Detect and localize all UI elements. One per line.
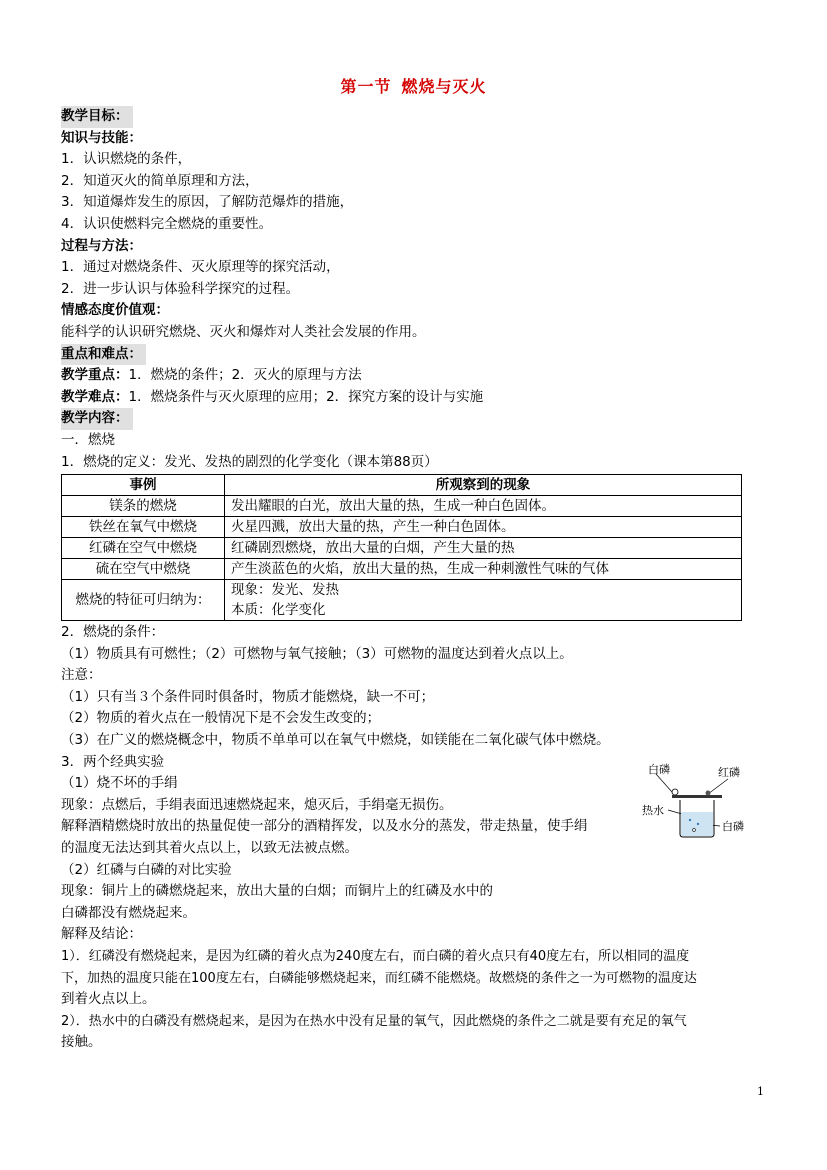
conditions-text: （1）物质具有可燃性；（2）可燃物与氧气接触；（3）可燃物的温度达到着火点以上。 (61, 645, 573, 662)
table-row (62, 517, 742, 538)
page-title (0, 74, 827, 97)
heading-objectives: 教学目标： (61, 106, 133, 128)
table-cell-example: 红磷在空气中燃烧 (62, 538, 225, 559)
table-summary-cell (225, 580, 742, 621)
leader-line (708, 779, 728, 794)
phosphorus-experiment-figure (642, 762, 782, 842)
heading-attitude: 情感态度价值观： (61, 302, 169, 319)
conclusion-title: 解释及结论： (61, 926, 142, 943)
knowledge-item: 4．认识使燃料完全燃烧的重要性。 (61, 215, 273, 232)
table-summary-row (62, 580, 742, 621)
heading-knowledge: 知识与技能： (61, 129, 142, 146)
label-white-phosphorus-top: 白磷 (648, 763, 670, 776)
conclusion-2: 接触。 (61, 1034, 102, 1051)
white-phosphorus-dot (672, 789, 678, 795)
table-cell-phenomenon: 发出耀眼的白光，放出大量的热，生成一种白色固体。 (225, 496, 742, 517)
table-header-row (62, 475, 742, 496)
heading-content: 教学内容： (61, 408, 133, 430)
bubble (689, 819, 691, 821)
heading-key-difficult: 重点和难点： (61, 344, 146, 366)
leader-line (656, 774, 672, 792)
label-white-phosphorus-bottom: 白磷 (722, 820, 744, 833)
table-cell-phenomenon: 火星四溅，放出大量的热，产生一种白色固体。 (225, 517, 742, 538)
table-cell-example: 硫在空气中燃烧 (62, 559, 225, 580)
heading-process: 过程与方法： (61, 237, 142, 254)
note-item: （2）物质的着火点在一般情况下是不会发生改变的； (61, 710, 381, 727)
key-points (61, 365, 773, 387)
table-cell-example: 铁丝在氧气中燃烧 (62, 517, 225, 538)
copper-sheet (672, 795, 722, 798)
exp1-title: （1）烧不坏的手绢 (61, 775, 178, 792)
note-item: （1）只有当３个条件同时俱备时，物质才能燃烧，缺一不可； (61, 688, 435, 705)
summary-phenomenon: 现象：发光、发热 (231, 582, 339, 599)
main-content (61, 106, 773, 1054)
conclusion-1: 到着火点以上。 (61, 991, 156, 1008)
knowledge-item: 2．知道灭火的简单原理和方法， (61, 172, 259, 189)
attitude-text: 能科学的认识研究燃烧、灭火和爆炸对人类社会发展的作用。 (61, 323, 426, 340)
conclusion-1: 下，加热的温度只能在100度左右，白磷能够燃烧起来，而红磷不能燃烧。故燃烧的条件之一为可燃物的温度达 (61, 970, 697, 986)
summary-essence: 本质：化学变化 (231, 602, 326, 619)
table-summary-label: 燃烧的特征可归纳为： (62, 580, 225, 621)
exp1-phenomenon: 现象：点燃后，手绢表面迅速燃烧起来，熄灭后，手绢毫无损伤。 (61, 796, 453, 813)
bubble (697, 823, 699, 825)
table-header-phenomenon: 所观察到的现象 (225, 475, 742, 496)
difficult-points (61, 387, 773, 409)
key-points-label: 教学重点： (61, 367, 129, 384)
exp1-explain: 解释酒精燃烧时放出的热量促使一部分的酒精挥发，以及水分的蒸发，带走热量，使手绢 (61, 818, 588, 835)
process-item: 2．进一步认识与体验科学探究的过程。 (61, 280, 300, 297)
exp1-explain: 的温度无法达到其着火点以上，以致无法被点燃。 (61, 840, 358, 857)
exp2-phenomenon: 现象：铜片上的磷燃烧起来，放出大量的白烟；而铜片上的红磷及水中的 (61, 883, 493, 900)
title-part1: 第一节 (340, 77, 392, 96)
knowledge-item: 3．知道爆炸发生的原因，了解防范爆炸的措施， (61, 194, 354, 211)
table-row (62, 538, 742, 559)
experiments-title: 3．两个经典实验 (61, 753, 165, 770)
note-title: 注意： (61, 667, 102, 684)
key-points-text: 1．燃烧的条件；2．灭火的原理与方法 (128, 367, 362, 384)
difficult-points-text: 1．燃烧条件与灭火原理的应用；2．探究方案的设计与实施 (128, 388, 484, 405)
table-row (62, 559, 742, 580)
table-header-example: 事例 (62, 475, 225, 496)
section-combustion: 一．燃烧 (61, 431, 115, 448)
note-item: （3）在广义的燃烧概念中，物质不单单可以在氧气中燃烧，如镁能在二氧化碳气体中燃烧。 (61, 732, 610, 749)
exp2-title: （2）红磷与白磷的对比实验 (61, 861, 232, 878)
difficult-points-label: 教学难点： (61, 388, 129, 405)
table-cell-phenomenon: 产生淡蓝色的火焰，放出大量的热，生成一种刺激性气味的气体 (225, 559, 742, 580)
knowledge-item: 1．认识燃烧的条件， (61, 151, 192, 168)
phenomena-table (61, 474, 742, 621)
exp2-phenomenon: 白磷都没有燃烧起来。 (61, 904, 196, 921)
combustion-definition: 1．燃烧的定义：发光、发热的剧烈的化学变化（课本第88页） (61, 453, 438, 470)
title-part2: 燃烧与灭火 (401, 77, 487, 96)
label-hot-water: 热水 (642, 804, 664, 817)
label-red-phosphorus: 红磷 (718, 766, 740, 779)
table-row (62, 496, 742, 517)
red-phosphorus-dot (706, 791, 711, 796)
page-number: 1 (757, 1085, 764, 1098)
white-phosphorus-underwater (693, 829, 696, 832)
table-cell-example: 镁条的燃烧 (62, 496, 225, 517)
conclusion-2: 2）．热水中的白磷没有燃烧起来，是因为在热水中没有足量的氧气，因此燃烧的条件之二就是要有充足的氧气 (61, 1013, 687, 1029)
conclusion-1: 1）．红磷没有燃烧起来，是因为红磷的着火点为240度左右，而白磷的着火点只有40度左右，所以相同的温度 (61, 949, 690, 964)
process-item: 1．通过对燃烧条件、灭火原理等的探究活动， (61, 259, 340, 276)
conditions-title: 2．燃烧的条件： (61, 624, 165, 641)
table-cell-phenomenon: 红磷剧烈燃烧，放出大量的白烟，产生大量的热 (225, 538, 742, 559)
